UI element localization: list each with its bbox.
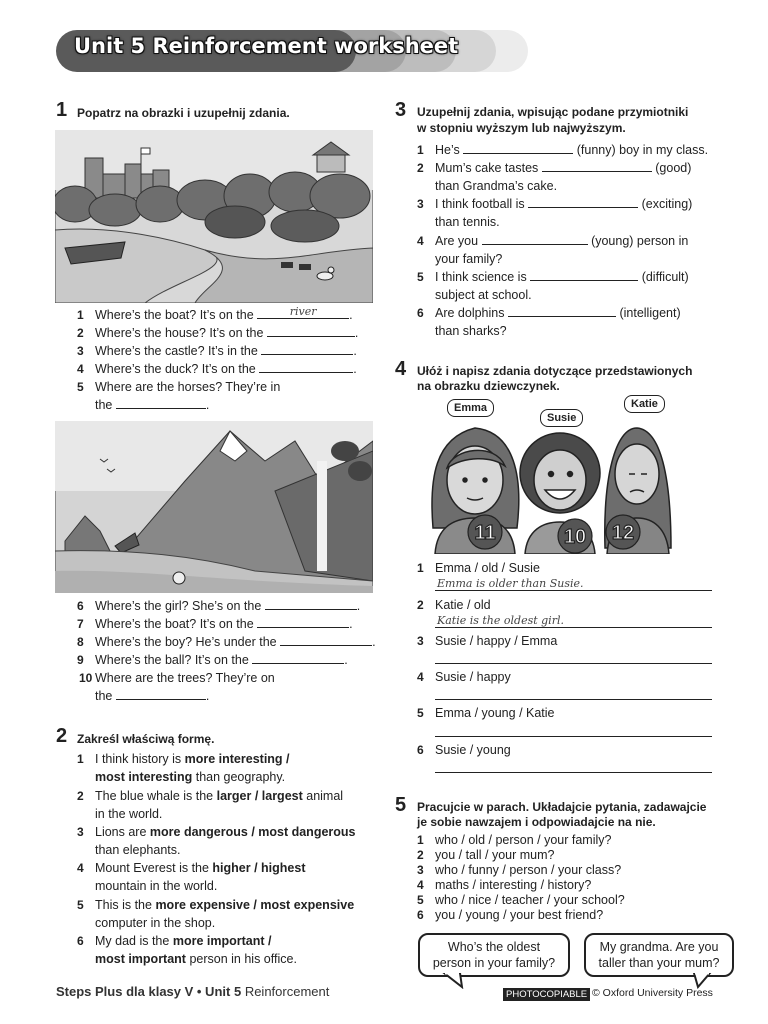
- ex4-instruction-2: na obrazku dziewczynek.: [417, 379, 560, 393]
- ex1-instruction: Popatrz na obrazki i uzupełnij zdania.: [77, 106, 290, 120]
- katie-name-tag: Katie: [624, 395, 665, 413]
- title-banner: [56, 28, 526, 74]
- answer-line[interactable]: [435, 590, 712, 591]
- ex4-answer-2: Katie is the oldest girl.: [437, 614, 564, 627]
- photocopiable-badge: PHOTOCOPIABLE: [503, 988, 590, 1001]
- page-title: Unit 5 Reinforcement worksheet: [74, 34, 459, 58]
- choice[interactable]: larger / largest: [216, 789, 303, 803]
- answer-blank[interactable]: river: [257, 306, 349, 319]
- answer-blank[interactable]: [257, 615, 349, 628]
- answer-blank[interactable]: [265, 597, 357, 610]
- ex3-instruction-2: w stopniu wyższym lub najwyższym.: [417, 121, 626, 135]
- ex4-instruction-1: Ułóż i napisz zdania dotyczące przedstawionych: [417, 364, 693, 378]
- beach-cliff-picture: [55, 421, 373, 593]
- answer-line[interactable]: [435, 772, 712, 773]
- ex2-instruction: Zakreśl właściwą formę.: [77, 732, 215, 746]
- susie-age-label: 10: [563, 526, 587, 548]
- ex2-number: 2: [56, 725, 68, 747]
- choice[interactable]: most important: [95, 952, 186, 966]
- footer-course-label: Steps Plus dla klasy V • Unit 5 Reinforcement: [56, 984, 330, 999]
- susie-name-tag: Susie: [540, 409, 583, 427]
- answer-blank[interactable]: [259, 360, 353, 373]
- answer-line[interactable]: [435, 699, 712, 700]
- choice[interactable]: most interesting: [95, 770, 193, 784]
- ex4-answer-1: Emma is older than Susie.: [437, 577, 584, 590]
- answer-line[interactable]: [435, 736, 712, 737]
- answer-blank[interactable]: [267, 324, 355, 337]
- choice[interactable]: higher / highest: [212, 861, 306, 875]
- answer-blank[interactable]: [463, 141, 573, 154]
- katie-age-label: 12: [611, 522, 635, 544]
- answer-blank[interactable]: [542, 159, 652, 172]
- answer-blank[interactable]: [261, 342, 353, 355]
- emma-age-label: 11: [474, 522, 496, 544]
- three-girls-picture: [425, 418, 677, 554]
- ex5-instruction-1: Pracujcie w parach. Układajcie pytania, zadawajcie: [417, 800, 707, 814]
- answer-blank[interactable]: [482, 232, 588, 245]
- ex5-instruction-2: je sobie nawzajem i odpowiadajcie na nie.: [417, 815, 656, 829]
- answer-blank[interactable]: [508, 304, 616, 317]
- answer-line[interactable]: [435, 627, 712, 628]
- ex5-number: 5: [395, 794, 407, 816]
- ex4-number: 4: [395, 358, 407, 380]
- emma-name-tag: Emma: [447, 399, 494, 417]
- speech-bubble-answer: My grandma. Are you taller than your mum?: [584, 933, 734, 977]
- choice[interactable]: more expensive / most expensive: [155, 898, 355, 912]
- choice[interactable]: more dangerous / most dangerous: [149, 825, 356, 839]
- answer-blank[interactable]: [116, 687, 206, 700]
- speech-bubble-question: Who’s the oldest person in your family?: [418, 933, 570, 977]
- ball-icon: [173, 572, 185, 584]
- ex3-instruction-1: Uzupełnij zdania, wpisując podane przymiotniki: [417, 105, 689, 119]
- answer-blank[interactable]: [280, 633, 372, 646]
- waterfall-icon: [317, 461, 327, 571]
- ex1-number: 1: [56, 99, 68, 121]
- ex3-number: 3: [395, 99, 407, 121]
- speech-tail-icon: [440, 973, 470, 989]
- answer-blank[interactable]: [252, 651, 344, 664]
- publisher-credit: © Oxford University Press: [592, 987, 713, 999]
- choice[interactable]: more important /: [172, 934, 272, 948]
- answer-blank[interactable]: [530, 268, 638, 281]
- landscape-river-picture: [55, 130, 373, 303]
- choice[interactable]: more interesting /: [184, 752, 290, 766]
- answer-line[interactable]: [435, 663, 712, 664]
- answer-blank[interactable]: [528, 195, 638, 208]
- answer-blank[interactable]: [116, 396, 206, 409]
